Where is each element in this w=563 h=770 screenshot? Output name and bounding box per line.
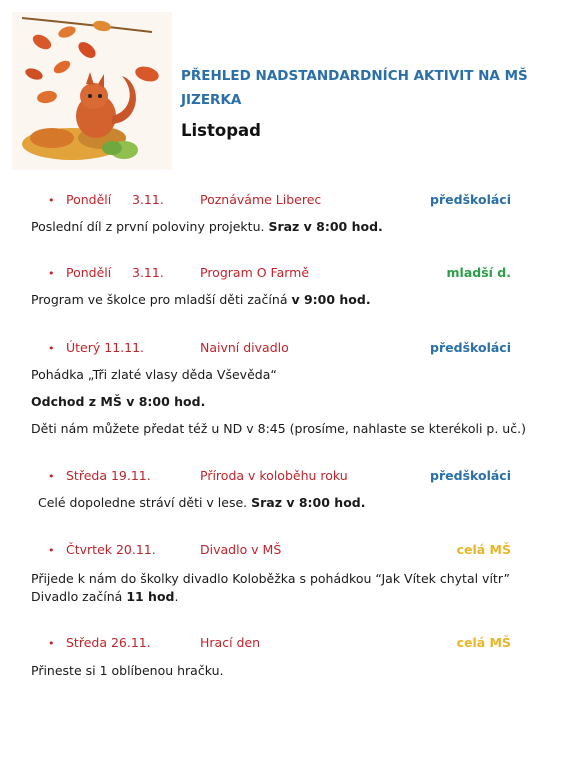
event-day: Čtvrtek 20.11.	[66, 542, 156, 557]
event-day: Středa 26.11.	[66, 635, 151, 650]
event-row	[0, 340, 563, 360]
event-date: 3.11.	[132, 192, 164, 207]
event-activity: Naivní divadlo	[200, 340, 289, 355]
event-description: Poslední díl z první poloviny projektu. Sraz v 8:00 hod.	[31, 219, 383, 234]
event-description: Přineste si 1 oblíbenou hračku.	[31, 663, 224, 678]
event-description: Program ve školce pro mladší děti začíná v 9:00 hod.	[31, 292, 371, 307]
event-time: Divadlo začíná 11 hod.	[31, 589, 179, 604]
event-description: Celé dopoledne stráví děti v lese. Sraz v 8:00 hod.	[38, 495, 366, 510]
event-description: Přijede k nám do školky divadlo Koloběžka s pohádkou “Jak Vítek chytal vítr”	[31, 571, 510, 586]
event-activity: Příroda v koloběhu roku	[200, 468, 348, 483]
event-activity: Poznáváme Liberec	[200, 192, 322, 207]
bullet-icon: •	[48, 267, 55, 280]
bullet-icon: •	[48, 637, 55, 650]
event-day: Pondělí	[66, 265, 112, 280]
event-row	[0, 265, 563, 285]
page-title: PŘEHLED NADSTANDARDNÍCH AKTIVIT NA MŠ JIZERKA	[181, 68, 528, 108]
bullet-icon: •	[48, 194, 55, 207]
event-departure: Odchod z MŠ v 8:00 hod.	[31, 394, 206, 409]
event-group: celá MŠ	[456, 542, 511, 557]
event-group: předškoláci	[430, 340, 511, 355]
month-heading: Listopad	[181, 121, 261, 140]
event-activity: Hrací den	[200, 635, 261, 650]
bullet-icon: •	[48, 544, 55, 557]
bullet-icon: •	[48, 342, 55, 355]
event-row	[0, 468, 563, 488]
event-day: Pondělí	[66, 192, 112, 207]
event-group: předškoláci	[430, 468, 511, 483]
event-group: mladší d.	[446, 265, 511, 280]
event-activity: Divadlo v MŠ	[200, 542, 282, 557]
event-group: celá MŠ	[456, 635, 511, 650]
event-row	[0, 635, 563, 655]
event-group: předškoláci	[430, 192, 511, 207]
event-activity: Program O Farmě	[200, 265, 310, 280]
event-day: Úterý 11.11.	[66, 340, 145, 355]
bullet-icon: •	[48, 470, 55, 483]
event-date: 3.11.	[132, 265, 164, 280]
event-row	[0, 192, 563, 212]
event-row	[0, 542, 563, 562]
event-description: Pohádka „Tři zlaté vlasy děda Vševěda“	[31, 367, 277, 382]
event-note: Děti nám můžete předat též u ND v 8:45 (prosíme, nahlaste se kterékoli p. uč.)	[31, 421, 526, 436]
squirrel-leaves-illustration	[12, 12, 172, 170]
event-day: Středa 19.11.	[66, 468, 151, 483]
